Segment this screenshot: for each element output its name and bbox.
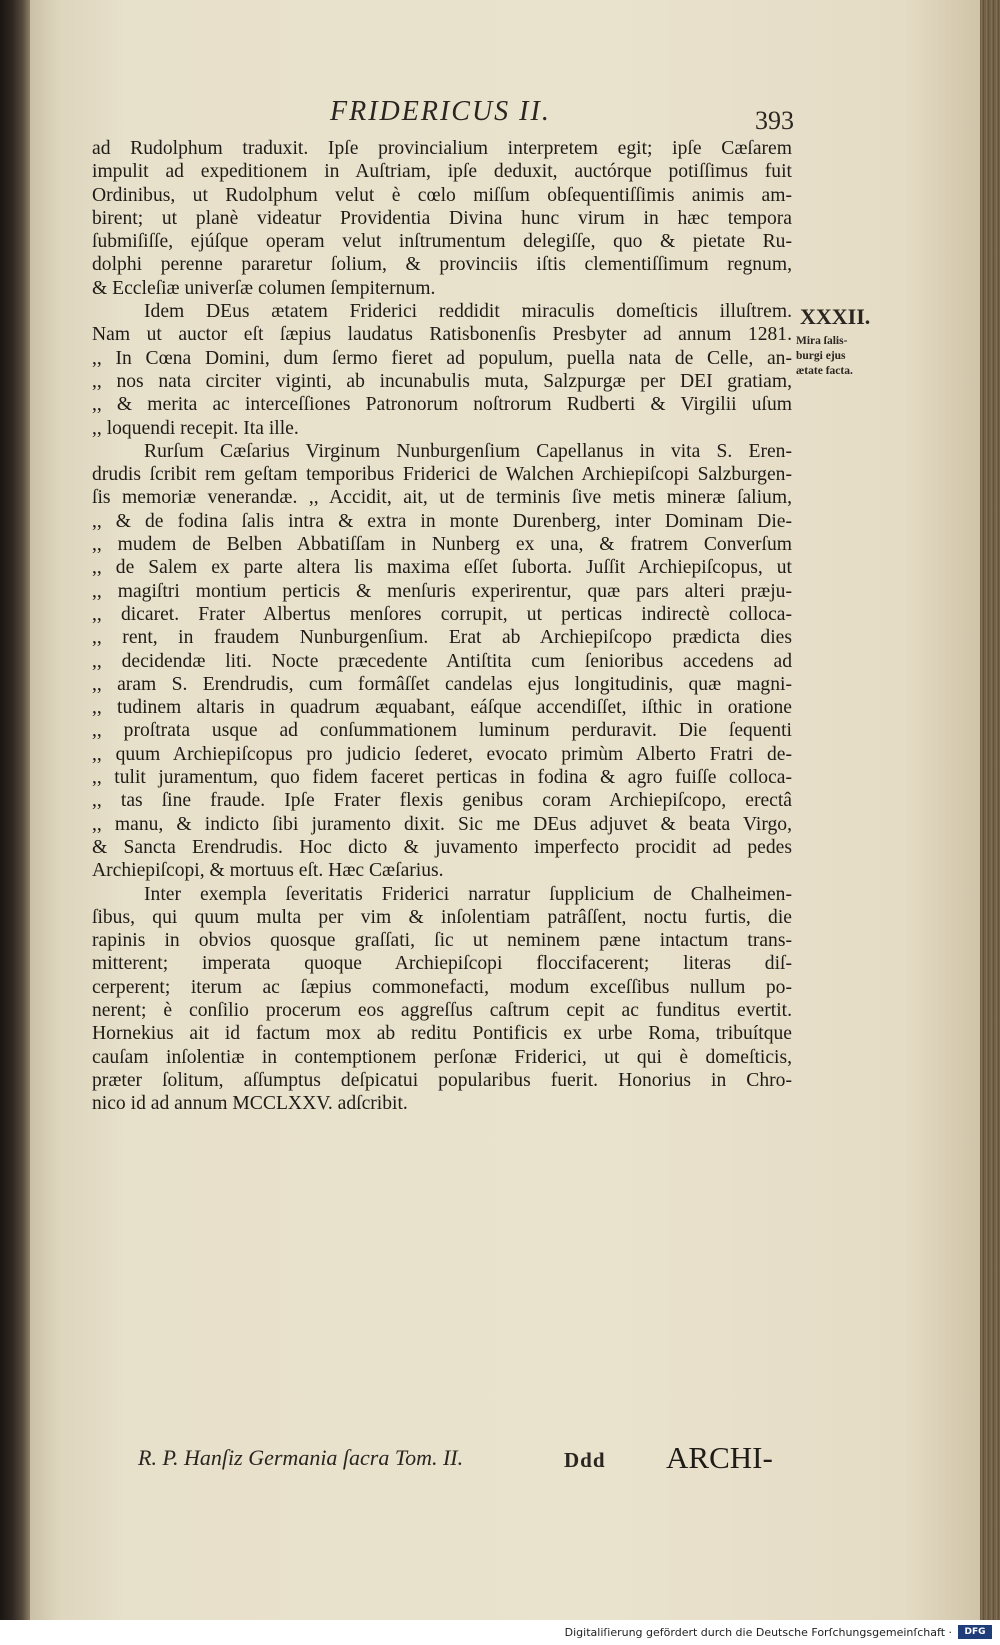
margin-note: Mira ſalis-burgi ejus ætate facta.: [796, 335, 853, 377]
body-text: [92, 137, 792, 1115]
text-line: ,, & de fodina ſalis intra & extra in monte Durenberg, inter Dominam Die-: [92, 510, 792, 532]
text-line: ,, quum Archiepiſcopus pro judicio ſederet, evocato primùm Alberto Fratri de-: [92, 743, 792, 765]
text-line: nico id ad annum MCCLXXV. adſcribit.: [92, 1093, 408, 1115]
text-line: cauſam inſolentiæ in contemptionem perſonæ Friderici, ut qui è domeſticis,: [92, 1046, 792, 1068]
digitization-credit: Digitaliſierung gefördert durch die Deutsche Forſchungsgemeinſchaft ·: [564, 1626, 952, 1639]
text-line: ,, tulit juramentum, quo fidem faceret perticas in fodina & agro fuiſſe colloca-: [92, 767, 792, 789]
text-line: Archiepiſcopi, & mortuus eſt. Hæc Cæſarius.: [92, 860, 444, 882]
text-line: ,, In Cœna Domini, dum ſermo fieret ad populum, puella nata de Celle, an-: [92, 347, 792, 369]
text-line: ſubmiſiſſe, ejúſque operam velut inſtrumentum delegiſſe, quo & pietate Ru-: [92, 231, 792, 253]
signature-mark: Ddd: [564, 1448, 606, 1472]
text-line: ,, decidendæ liti. Nocte præcedente Antiſtita cum ſenioribus accedens ad: [92, 650, 792, 672]
text-line: ,, & merita ac interceſſiones Patronorum noſtrorum Rudberti & Virgilii uſum: [92, 394, 792, 416]
catchword: ARCHI-: [666, 1440, 773, 1475]
page-number: 393: [755, 106, 794, 135]
text-line: impulit ad expeditionem in Auſtriam, ipſe deduxit, auctórque potiſſimus fuit: [92, 161, 792, 183]
text-line: ,, tas ſine fraude. Ipſe Frater flexis genibus coram Archiepiſcopo, erectâ: [92, 790, 792, 812]
text-line: ,, de Salem ex parte altera lis maxima eſſet ſuborta. Juſſit Archiepiſcopus, ut: [92, 557, 792, 579]
text-line: Hornekius ait id factum mox ab reditu Pontificis ex urbe Roma, tribuítque: [92, 1023, 792, 1045]
text-line: Ordinibus, ut Rudolphum velut è cœlo miſſum obſequentiſſimis animis am-: [92, 184, 792, 206]
text-line: Nam ut auctor eſt ſæpius laudatus Ratisbonenſis Presbyter ad annum 1281.: [92, 324, 792, 346]
text-line: ,, proſtrata usque ad conſummationem luminum perduravit. Die ſequenti: [92, 720, 792, 742]
text-line: ,, rent, in fraudem Nunburgenſium. Erat ab Archiepiſcopo prædicta dies: [92, 627, 792, 649]
text-line: cerperent; iterum ac ſæpius commonefacti, modum exceſſibus nullum po-: [92, 976, 792, 998]
text-line: & Sancta Erendrudis. Hoc dicto & juvamento imperfecto procidit ad pedes: [92, 836, 792, 858]
text-line: mitterent; imperata quoque Archiepiſcopi floccifacerent; literas diſ-: [92, 953, 792, 975]
footer-citation: R. P. Hanſiz Germania ſacra Tom. II.: [138, 1445, 464, 1470]
text-line: ,, manu, & indicto ſibi juramento dixit. Sic me DEus adjuvet & beata Virgo,: [92, 813, 792, 835]
text-line: birent; ut planè videatur Providentia Divina hunc virum in hæc tempora: [92, 207, 792, 229]
page-edge: [980, 0, 1000, 1620]
text-line: Inter exempla ſeveritatis Friderici narratur ſupplicium de Chalheimen-: [144, 883, 792, 905]
text-line: ſibus, qui quum multa per vim & inſolentiam patrâſſent, noctu furtis, die: [92, 906, 792, 928]
text-line: Rurſum Cæſarius Virginum Nunburgenſium Capellanus in vita S. Eren-: [144, 440, 792, 462]
text-line: ,, nos nata circiter viginti, ab incunabulis muta, Salzpurgæ per DEI gratiam,: [92, 370, 792, 392]
text-line: ,, loquendi recepit. Ita ille.: [92, 417, 299, 439]
text-line: dolphi perenne pararetur ſolium, & provinciis iſtis clementiſſimum regnum,: [92, 254, 792, 276]
text-line: Idem DEus ætatem Friderici reddidit miraculis domeſticis illuſtrem.: [144, 301, 792, 323]
running-head: FRIDERICUS II.: [330, 96, 551, 127]
text-line: ,, magiſtri montium perticis & menſuris experirentur, quæ pars alteri præju-: [92, 580, 792, 602]
text-line: nerent; è conſilio procerum eos aggreſſus caſtrum cepit ac funditus evertit.: [92, 999, 792, 1021]
text-line: ,, tudinem altaris in quadrum æquabant, eáſque accendiſſet, iſthic in oratione: [92, 697, 792, 719]
book-binding: [0, 0, 30, 1620]
text-line: & Eccleſiæ univerſæ columen ſempiternum.: [92, 277, 436, 299]
text-line: ad Rudolphum traduxit. Ipſe provincialium interpretem egit; ipſe Cæſarem: [92, 138, 792, 159]
text-line: ,, mudem de Belben Abbatiſſam in Nunberg ex una, & fratrem Converſum: [92, 534, 792, 556]
dfg-logo: DFG: [958, 1625, 992, 1639]
text-line: ,, aram S. Erendrudis, cum formâſſet candelas ejus longitudinis, quæ magni-: [92, 673, 792, 695]
margin-section-number: XXXII.: [800, 304, 871, 329]
text-line: drudis ſcribit rem geſtam temporibus Friderici de Walchen Archiepiſcopi Salzburgen-: [92, 464, 792, 486]
text-line: præter ſolitum, aſſumptus deſpicatui popularibus fuerit. Honorius in Chro-: [92, 1069, 792, 1091]
text-line: ,, dicaret. Frater Albertus menſores corrupit, ut perticas indirectè colloca-: [92, 603, 792, 625]
text-line: rapinis in obvios quosque graſſati, ſic ut neminem pæne intactum trans-: [92, 930, 792, 952]
text-line: ſis memoriæ venerandæ. ,, Accidit, ait, ut de terminis ſive metis mineræ ſalium,: [92, 487, 792, 509]
